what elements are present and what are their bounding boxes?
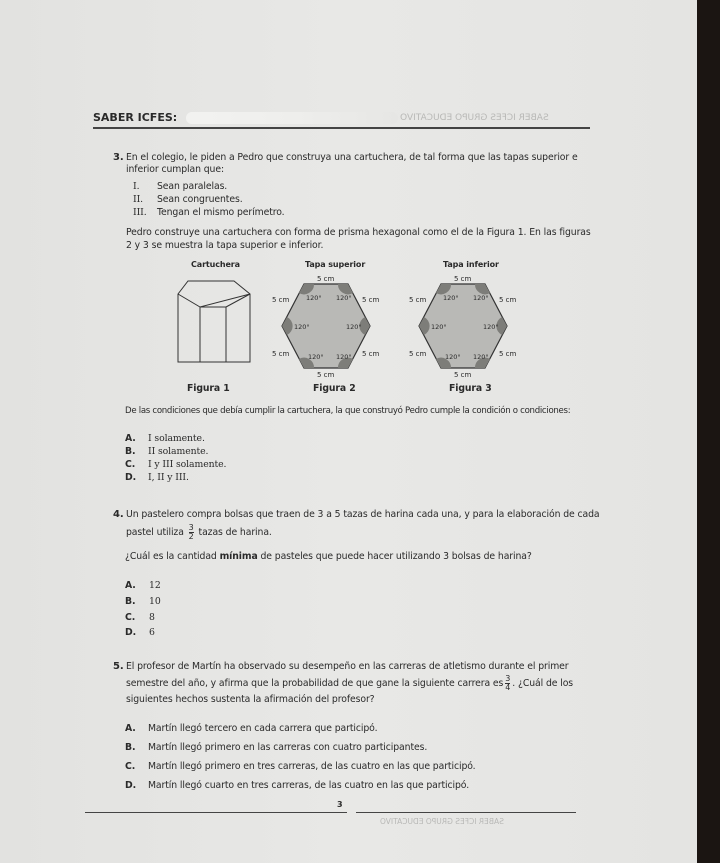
side-label: 5 cm — [454, 371, 472, 377]
angle-label: 120° — [473, 294, 489, 302]
angle-label: 120° — [294, 323, 310, 331]
angle-label: 120° — [483, 323, 499, 331]
q5-stem: semestre del año, y afirma que la probabilidad de que gane la siguiente carrera es $\frac{3}{4}$ . ¿Cuál de los — [126, 674, 574, 692]
fraction-three-quarters: $\frac{3}{4}$ — [505, 674, 511, 692]
q4-question: ¿Cuál es la cantidad mínima de pasteles que puede hacer utilizando 3 bolsas de harina? — [125, 551, 532, 562]
footer-rule — [356, 812, 576, 813]
option-letter: A. — [125, 723, 136, 734]
hexagon-tapa-inferior — [397, 272, 537, 377]
figure-2-title: Tapa superior — [305, 260, 366, 269]
option-text[interactable]: Martín llegó primero en tres carreras, de las cuatro en las que participó. — [148, 761, 476, 772]
option-text[interactable]: 12 — [149, 580, 161, 591]
fraction-three-halves: $\frac{3}{2}$ — [188, 523, 194, 541]
angle-label: 120° — [445, 353, 461, 361]
q3-paragraph: 2 y 3 se muestra la tapa superior e inferior. — [126, 240, 324, 251]
option-text[interactable]: 6 — [149, 627, 155, 638]
header-rule — [93, 127, 590, 129]
option-text[interactable]: I, II y III. — [148, 472, 189, 483]
figure-3-caption: Figura 3 — [449, 383, 492, 394]
option-text[interactable]: Martín llegó primero en las carreras con cuatro participantes. — [148, 742, 428, 753]
q3-number: 3. — [113, 152, 124, 163]
option-letter: B. — [125, 742, 136, 753]
bleed-through-text: SABER ICFES GRUPO EDUCATIVO — [400, 113, 549, 123]
condition-numeral: III. — [133, 207, 147, 218]
header-title: SABER ICFES: — [93, 111, 178, 124]
angle-label: 120° — [473, 353, 489, 361]
option-letter: C. — [125, 761, 136, 772]
figure-1-title: Cartuchera — [191, 260, 240, 269]
q4-stem-post: tazas de harina. — [198, 527, 272, 538]
option-text[interactable]: II solamente. — [148, 446, 209, 457]
redacted-smudge — [186, 112, 398, 124]
angle-label: 120° — [431, 323, 447, 331]
angle-label: 120° — [443, 294, 459, 302]
bleed-through-text: SABER ICFES GRUPO EDUCATIVO — [380, 817, 504, 826]
q3-stem: En el colegio, le piden a Pedro que construya una cartuchera, de tal forma que las tapas superior e — [126, 152, 578, 163]
option-letter: C. — [125, 612, 136, 623]
option-letter: B. — [125, 596, 136, 607]
q4-stem: Un pastelero compra bolsas que traen de 3 a 5 tazas de harina cada una, y para la elaboración de cada — [126, 509, 600, 520]
condition-numeral: II. — [133, 194, 144, 205]
page-number: 3 — [337, 800, 343, 809]
side-label: 5 cm — [317, 275, 335, 283]
option-text[interactable]: I y III solamente. — [148, 459, 227, 470]
condition-text: Tengan el mismo perímetro. — [157, 207, 285, 218]
q5-stem: siguientes hechos sustenta la afirmación del profesor? — [126, 694, 375, 705]
q4-stem-pre: pastel utiliza — [126, 527, 184, 538]
condition-numeral: I. — [133, 181, 140, 192]
side-label: 5 cm — [362, 296, 380, 304]
option-letter: D. — [125, 627, 137, 638]
dark-edge — [697, 0, 720, 863]
angle-label: 120° — [308, 353, 324, 361]
side-label: 5 cm — [409, 350, 427, 358]
q5-stem: El profesor de Martín ha observado su desempeño en las carreras de atletismo durante el primer — [126, 661, 569, 672]
side-label: 5 cm — [409, 296, 427, 304]
option-text[interactable]: 8 — [149, 612, 155, 623]
option-letter: A. — [125, 580, 136, 591]
footer-rule — [85, 812, 347, 813]
angle-label: 120° — [346, 323, 362, 331]
condition-text: Sean paralelas. — [157, 181, 228, 192]
option-text[interactable]: Martín llegó tercero en cada carrera que participó. — [148, 723, 378, 734]
figure-2-caption: Figura 2 — [313, 383, 356, 394]
q5-number: 5. — [113, 661, 124, 672]
option-letter: A. — [125, 433, 136, 444]
condition-text: Sean congruentes. — [157, 194, 243, 205]
option-text[interactable]: Martín llegó cuarto en tres carreras, de las cuatro en las que participó. — [148, 780, 470, 791]
side-label: 5 cm — [499, 350, 517, 358]
side-label: 5 cm — [317, 371, 335, 377]
hexagon-tapa-superior — [260, 272, 400, 377]
angle-label: 120° — [336, 294, 352, 302]
q4-number: 4. — [113, 509, 124, 520]
option-text[interactable]: 10 — [149, 596, 161, 607]
option-text[interactable]: I solamente. — [148, 433, 205, 444]
option-letter: D. — [125, 472, 137, 483]
side-label: 5 cm — [362, 350, 380, 358]
angle-label: 120° — [336, 353, 352, 361]
q3-stem: inferior cumplan que: — [126, 164, 224, 175]
side-label: 5 cm — [272, 350, 290, 358]
option-letter: C. — [125, 459, 136, 470]
hexagonal-prism-figure — [170, 275, 260, 375]
figure-3-title: Tapa inferior — [443, 260, 499, 269]
side-label: 5 cm — [454, 275, 472, 283]
option-letter: B. — [125, 446, 136, 457]
side-label: 5 cm — [499, 296, 517, 304]
angle-label: 120° — [306, 294, 322, 302]
q4-stem — [126, 524, 272, 541]
q3-prompt: De las condiciones que debía cumplir la cartuchera, la que construyó Pedro cumple la condición o condiciones: — [125, 406, 571, 416]
option-letter: D. — [125, 780, 137, 791]
q3-paragraph: Pedro construye una cartuchera con forma de prisma hexagonal como el de la Figura 1. En las figuras — [126, 227, 591, 238]
side-label: 5 cm — [272, 296, 290, 304]
figure-1-caption: Figura 1 — [187, 383, 230, 394]
